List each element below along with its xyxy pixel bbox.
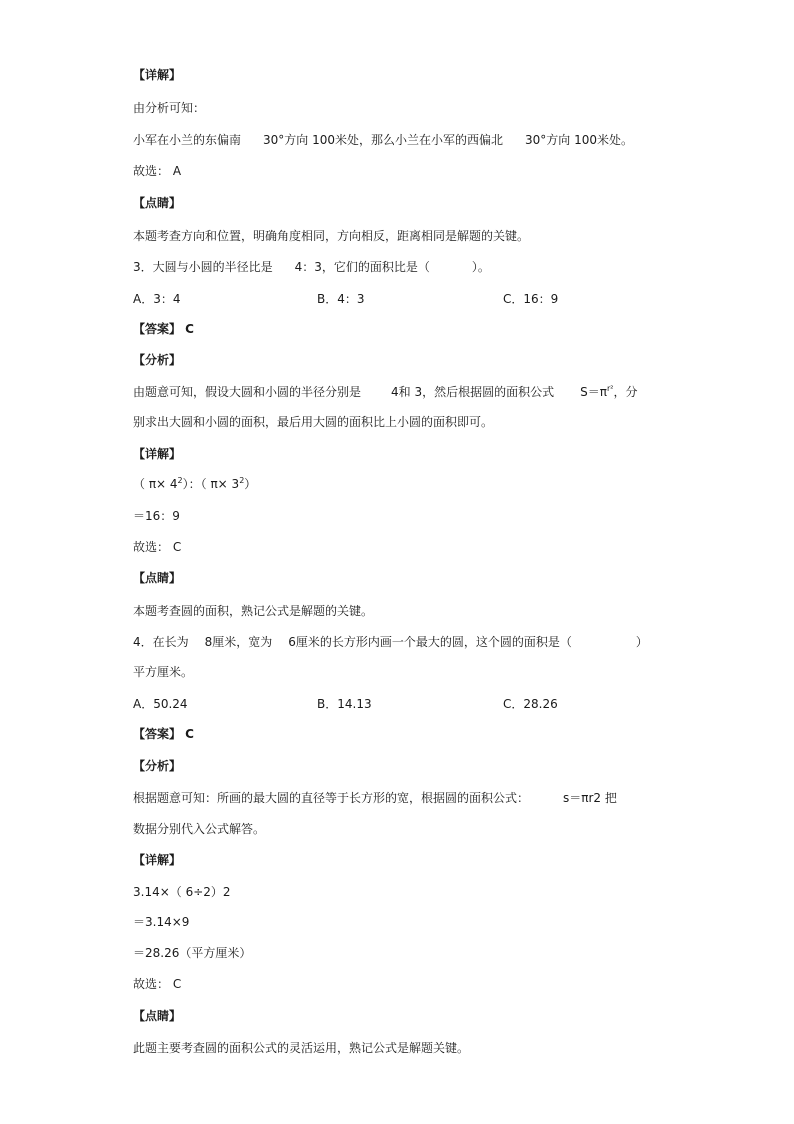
q3-calc-1a-sup: 2	[177, 476, 183, 485]
q4-heading-fenxi: 【分析】	[133, 759, 182, 773]
q3-calc-line-2: ＝16：9	[133, 509, 180, 523]
q4-summary: 此题主要考查圆的面积公式的灵活运用，熟记公式是解题关键。	[133, 1041, 470, 1055]
q4-calc-line-3: ＝28.26（平方厘米）	[133, 946, 252, 960]
q3-summary: 本题考查圆的面积，熟记公式是解题的关键。	[133, 604, 374, 618]
q3-calc-1c: ）	[244, 477, 257, 491]
q3-calc-1b-sup: 2	[239, 476, 245, 485]
q3-option-c: C．16：9	[503, 292, 559, 306]
analysis-intro: 由分析可知：	[133, 101, 206, 115]
q3-answer-choice: 故选： C	[133, 540, 182, 554]
q3-option-b: B．4：3	[317, 292, 365, 306]
q4-option-a: A．50.24	[133, 697, 188, 711]
detail-text	[133, 132, 633, 148]
q4-analysis-1a: 根据题意可知：所画的最大圆的直径等于长方形的宽，根据圆的面积公式：	[133, 791, 530, 805]
q3-option-a: A．3：4	[133, 292, 181, 306]
q3-calc-line-1	[133, 476, 256, 492]
heading-xiangjie: 【详解】	[133, 68, 182, 82]
q4-analysis-line-2: 数据分别代入公式解答。	[133, 822, 266, 836]
question-4-stem	[133, 634, 648, 650]
heading-dianjing: 【点睛】	[133, 196, 182, 210]
q3-heading-dianjing: 【点睛】	[133, 571, 182, 585]
summary-text: 本题考查方向和位置，明确角度相同，方向相反，距离相同是解题的关键。	[133, 229, 530, 243]
q3-stem-b: 4：3，它们的面积比是（	[294, 260, 430, 274]
q4-calc-line-2: ＝3.14×9	[133, 915, 190, 929]
answer-choice: 故选： A	[133, 164, 182, 178]
q3-stem-a: 3．大圆与小圆的半径比是	[133, 260, 273, 274]
q4-stem-a: 4．在长为	[133, 635, 189, 649]
q4-analysis-line-1	[133, 790, 617, 806]
detail-text-b: 30°方向 100米处，那么小兰在小军的西偏北	[263, 133, 504, 147]
q4-option-b: B．14.13	[317, 697, 372, 711]
q4-calc-line-1: 3.14×（ 6÷2）2	[133, 885, 231, 899]
question-3-stem	[133, 259, 490, 275]
q3-heading-xiangjie: 【详解】	[133, 447, 182, 461]
q4-answer-choice: 故选： C	[133, 977, 182, 991]
q3-analysis-1c: ，分	[613, 385, 638, 399]
q3-calc-1b: ）：（ π× 3	[182, 477, 240, 491]
q3-answer: 【答案】 C	[133, 322, 194, 336]
q4-heading-xiangjie: 【详解】	[133, 853, 182, 867]
q3-analysis-1b: 4和 3，然后根据圆的面积公式	[391, 385, 555, 399]
q4-stem-c: 6厘米的长方形内画一个最大的圆，这个圆的面积是（	[288, 635, 572, 649]
q3-heading-fenxi: 【分析】	[133, 353, 182, 367]
q4-stem-b: 8厘米，宽为	[204, 635, 273, 649]
detail-text-c: 30°方向 100米处。	[525, 133, 634, 147]
q3-formula: S＝π	[580, 385, 607, 399]
q3-stem-c: ）。	[471, 260, 490, 274]
q3-analysis-line-2: 别求出大圆和小圆的面积，最后用大圆的面积比上小圆的面积即可。	[133, 415, 494, 429]
q4-answer: 【答案】 C	[133, 727, 194, 741]
detail-text-a: 小军在小兰的东偏南	[133, 133, 242, 147]
q3-calc-1a: （ π× 4	[133, 477, 178, 491]
q3-formula-sup: r²	[606, 384, 614, 393]
q4-heading-dianjing: 【点睛】	[133, 1009, 182, 1023]
q3-analysis-1a: 由题意可知，假设大圆和小圆的半径分别是	[133, 385, 362, 399]
q3-analysis-line-1	[133, 384, 637, 400]
q4-analysis-1b: s＝πr2 把	[563, 791, 617, 805]
q4-stem-line-2: 平方厘米。	[133, 665, 194, 679]
q4-stem-d: ）	[635, 635, 648, 649]
q4-option-c: C．28.26	[503, 697, 558, 711]
